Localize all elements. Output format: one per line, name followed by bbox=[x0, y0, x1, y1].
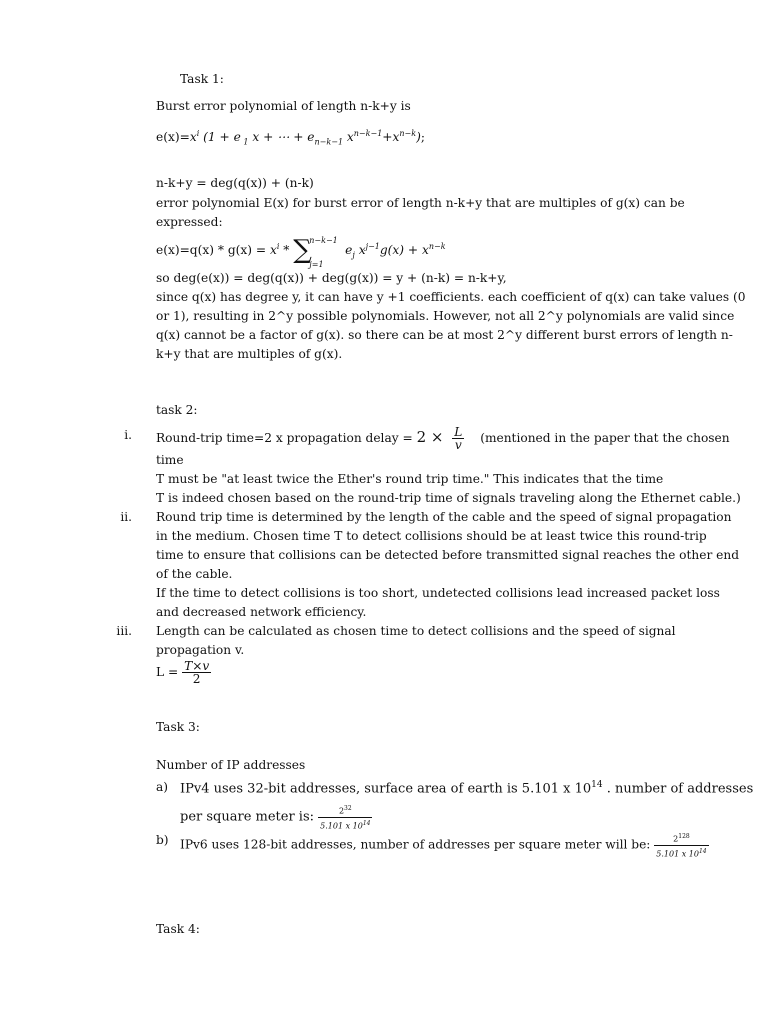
task3-heading: Task 3: bbox=[156, 720, 200, 734]
task2-item-i-line4: T is indeed chosen based on the round-trip time of signals traveling along the Ethernet cable.) bbox=[156, 491, 741, 505]
task1-line7: or 1), resulting in 2^y possible polynomials. However, not all 2^y polynomials are valid since bbox=[156, 309, 735, 323]
task3-b-label: b) bbox=[156, 833, 169, 847]
task2-item-i-line3: T must be "at least twice the Ether's round trip time." This indicates that the time bbox=[156, 472, 664, 486]
task3-a-line2: per square meter is: $\frac{2^{32}}{5.101 x 10^{14}}$ bbox=[180, 805, 371, 831]
task2-item-ii-line6: and decreased network efficiency. bbox=[156, 605, 367, 619]
task2-item-iii-formula: L = $\frac{T\times v}{2}$ bbox=[156, 659, 210, 686]
task2-item-ii-line4: of the cable. bbox=[156, 567, 233, 581]
task2-item-ii-line5: If the time to detect collisions is too short, undetected collisions lead increased packet loss bbox=[156, 586, 720, 600]
task3-b-line1: IPv6 uses 128-bit addresses, number of addresses per square meter will be: $\frac{2^{128}}{5.101 x 10^{14}}$ bbox=[180, 833, 707, 859]
task1-equation1: $e(x)=x^i$ (1 + e $_1$ x + ⋯ + $e_{n-k-1}$ $x^{n-k-1}+x^{n-k}$); bbox=[156, 129, 425, 147]
task1-heading: Task 1: bbox=[180, 72, 224, 86]
task2-item-i-line1: Round-trip time=2 x propagation delay = 2 × $\frac{L}{v}$ (mentioned in the paper that the chosen bbox=[156, 425, 730, 452]
task2-item-ii-number: ii. bbox=[120, 510, 132, 524]
task1-line6: since q(x) has degree y, it can have y +1 coefficients. each coefficient of q(x) can take values (0 bbox=[156, 290, 746, 304]
task2-item-i-number: i. bbox=[124, 428, 132, 442]
task1-line8: q(x) cannot be a factor of g(x). so there can be at most 2^y different burst errors of length n- bbox=[156, 328, 733, 342]
task1-line9: k+y that are multiples of g(x). bbox=[156, 347, 343, 361]
task3-a-line1: IPv4 uses 32-bit addresses, surface area of earth is 5.101 x $10^{14}$ . number of addresses bbox=[180, 780, 754, 797]
task2-item-ii-line1: Round trip time is determined by the length of the cable and the speed of signal propagation bbox=[156, 510, 732, 524]
task2-heading: task 2: bbox=[156, 403, 198, 417]
task4-heading: Task 4: bbox=[156, 922, 200, 936]
task2-item-iii-line1: Length can be calculated as chosen time to detect collisions and the speed of signal bbox=[156, 624, 676, 638]
task1-line3: error polynomial E(x) for burst error of length n-k+y that are multiples of g(x) can be bbox=[156, 196, 685, 210]
task3-subheading: Number of IP addresses bbox=[156, 758, 306, 772]
task1-line4: expressed: bbox=[156, 215, 223, 229]
task1-line1: Burst error polynomial of length n-k+y is bbox=[156, 99, 411, 113]
task2-item-iii-line2: propagation v. bbox=[156, 643, 245, 657]
task2-item-i-line2: time bbox=[156, 453, 184, 467]
task1-equation2: $e(x)=q(x) * g(x) = x^i$ * n−k−1 ∑ j=1 $e_j$ $x^{j-1}g(x) + x^{n-k}$ bbox=[156, 234, 446, 269]
task2-item-ii-line3: time to ensure that collisions can be detected before transmitted signal reaches the other end bbox=[156, 548, 740, 562]
task1-line5: so deg(e(x)) = deg(q(x)) + deg(g(x)) = y + (n-k) = n-k+y, bbox=[156, 271, 507, 285]
task1-line2: n-k+y = deg(q(x)) + (n-k) bbox=[156, 176, 314, 190]
task2-item-iii-number: iii. bbox=[116, 624, 132, 638]
task2-item-ii-line2: in the medium. Chosen time T to detect collisions should be at least twice this round-trip bbox=[156, 529, 707, 543]
task3-a-label: a) bbox=[156, 780, 169, 794]
